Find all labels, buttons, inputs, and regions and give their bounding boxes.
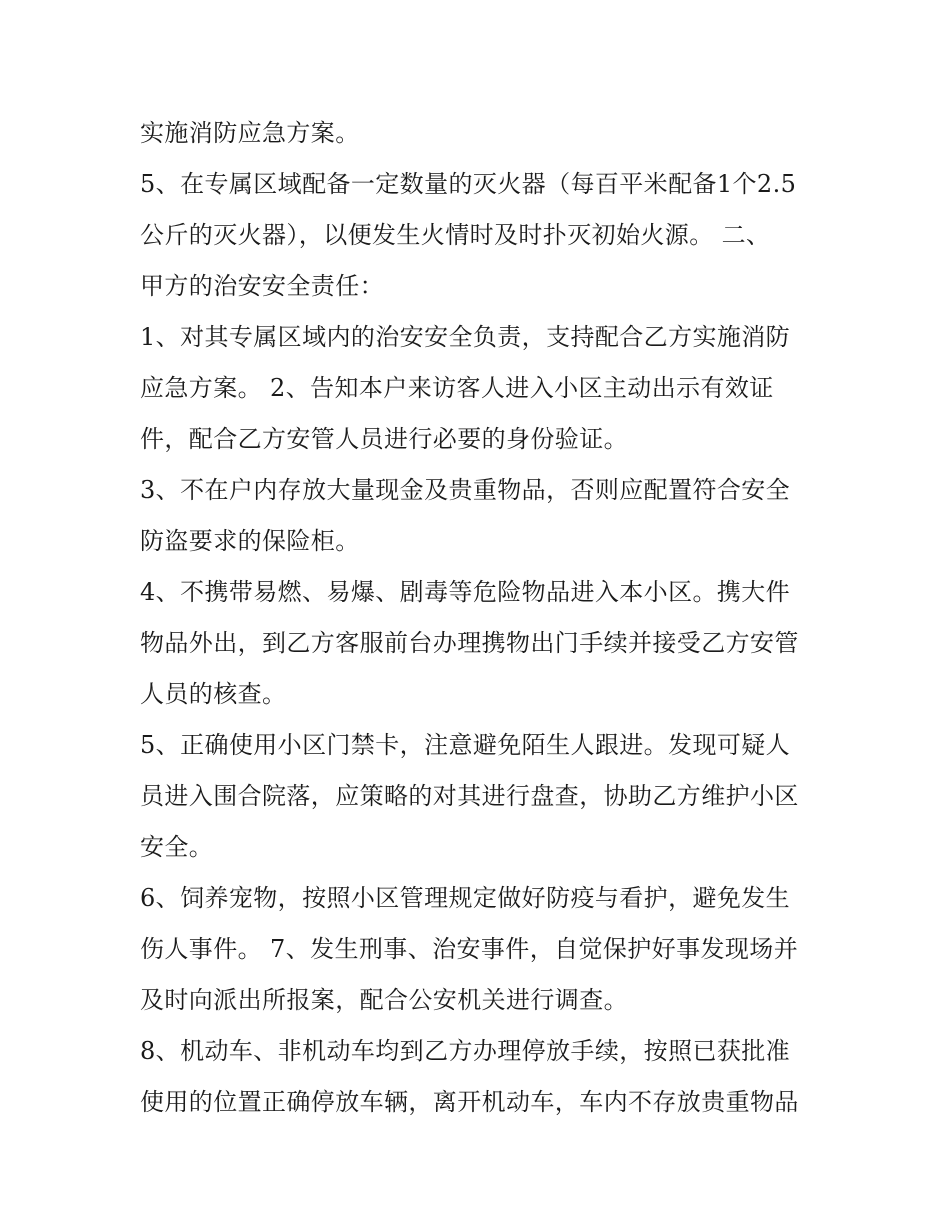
text-line: 1、对其专属区域内的治安安全负责，支持配合乙方实施消防 bbox=[140, 323, 791, 351]
text-line: 甲方的治安安全责任： bbox=[140, 272, 384, 300]
text-line: 4、不携带易燃、易爆、剧毒等危险物品进入本小区。携大件 bbox=[140, 578, 791, 606]
text-line: 应急方案。 2、告知本户来访客人进入小区主动出示有效证 bbox=[140, 374, 774, 402]
text-line: 件，配合乙方安管人员进行必要的身份验证。 bbox=[140, 425, 628, 453]
text-line: 伤人事件。 7、发生刑事、治安事件，自觉保护好事发现场并 bbox=[140, 935, 799, 963]
text-line: 6、饲养宠物，按照小区管理规定做好防疫与看护，避免发生 bbox=[140, 884, 791, 912]
text-line: 员进入围合院落，应策略的对其进行盘查，协助乙方维护小区 bbox=[140, 782, 799, 810]
text-line: 8、机动车、非机动车均到乙方办理停放手续，按照已获批准 bbox=[140, 1037, 791, 1065]
text-line: 物品外出，到乙方客服前台办理携物出门手续并接受乙方安管 bbox=[140, 629, 799, 657]
text-line: 使用的位置正确停放车辆，离开机动车，车内不存放贵重物品 bbox=[140, 1088, 799, 1116]
document-body bbox=[140, 108, 820, 1128]
text-line: 及时向派出所报案，配合公安机关进行调查。 bbox=[140, 986, 628, 1014]
text-line: 5、正确使用小区门禁卡，注意避免陌生人跟进。发现可疑人 bbox=[140, 731, 791, 759]
text-line: 3、不在户内存放大量现金及贵重物品，否则应配置符合安全 bbox=[140, 476, 791, 504]
text-line: 人员的核查。 bbox=[140, 680, 287, 708]
text-line: 实施消防应急方案。 bbox=[140, 119, 360, 147]
text-line: 公斤的灭火器），以便发生火情时及时扑灭初始火源。 二、 bbox=[140, 221, 771, 249]
text-line: 安全。 bbox=[140, 833, 214, 861]
text-line: 5、在专属区域配备一定数量的灭火器（每百平米配备1个2.5 bbox=[140, 170, 797, 198]
text-line: 防盗要求的保险柜。 bbox=[140, 527, 360, 555]
